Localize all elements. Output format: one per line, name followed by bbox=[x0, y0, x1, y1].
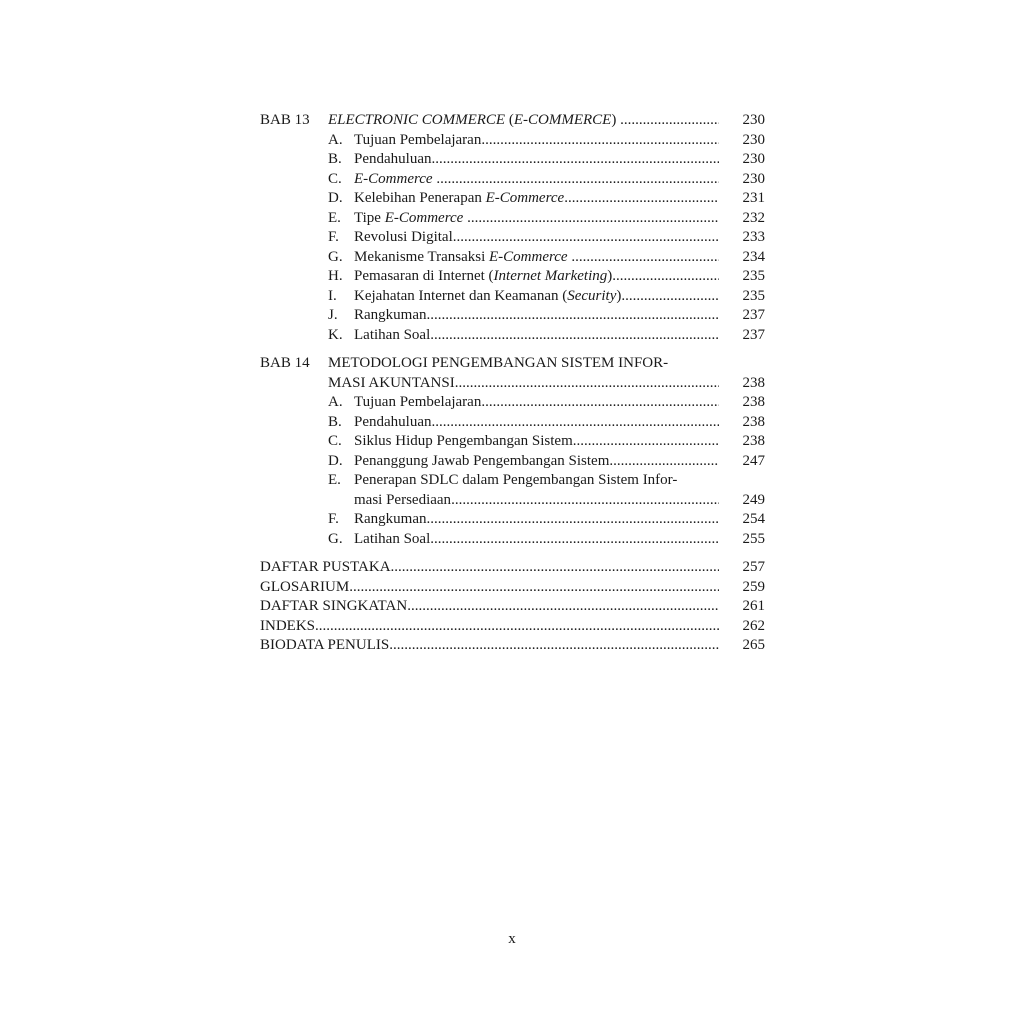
section-row bbox=[260, 432, 765, 452]
section-letter: D. bbox=[328, 452, 343, 469]
page-folio: x bbox=[508, 931, 516, 947]
page-number: 262 bbox=[742, 617, 765, 634]
chapter-title-post: ) bbox=[611, 112, 617, 128]
section-title-line-2 bbox=[354, 491, 719, 511]
section-text: Penanggung Jawab Pengembangan Sistem bbox=[354, 452, 610, 469]
section-title bbox=[354, 393, 719, 413]
page-number: 254 bbox=[742, 511, 765, 527]
dot-leader bbox=[427, 306, 720, 326]
dot-leader bbox=[564, 189, 719, 209]
section-letter: I. bbox=[328, 287, 337, 304]
section-letter: H. bbox=[328, 268, 343, 284]
page-number: 238 bbox=[742, 413, 765, 430]
section-text-italic: E-Commerce bbox=[489, 248, 568, 265]
chapter-title-mid: ( bbox=[505, 112, 514, 128]
dot-leader bbox=[389, 636, 719, 656]
section-title bbox=[354, 413, 719, 433]
section-letter: C. bbox=[328, 433, 342, 449]
section-title bbox=[354, 228, 719, 248]
section-row bbox=[260, 170, 765, 190]
page-number: 238 bbox=[742, 394, 765, 410]
spacer bbox=[260, 345, 765, 354]
chapter-14-row bbox=[260, 354, 765, 374]
back-matter-title bbox=[260, 578, 719, 598]
chapter-label: BAB 13 bbox=[260, 112, 310, 128]
section-row bbox=[260, 393, 765, 413]
page-number: 237 bbox=[742, 307, 765, 323]
section-letter: K. bbox=[328, 326, 343, 343]
chapter-14-row-continued bbox=[260, 374, 765, 394]
dot-leader bbox=[391, 558, 719, 578]
chapter-title-text: MASI AKUNTANSI bbox=[328, 374, 455, 391]
back-matter-row bbox=[260, 617, 765, 637]
page-number: 249 bbox=[742, 491, 765, 508]
dot-leader bbox=[620, 111, 719, 131]
section-letter: A. bbox=[328, 131, 343, 148]
chapter-title-text: METODOLOGI PENGEMBANGAN SISTEM INFOR- bbox=[328, 355, 669, 371]
back-matter-text: INDEKS bbox=[260, 617, 315, 634]
back-matter-title bbox=[260, 597, 719, 617]
section-row bbox=[260, 189, 765, 209]
page-number: 265 bbox=[742, 637, 765, 653]
section-row bbox=[260, 452, 765, 472]
page-number: 233 bbox=[742, 229, 765, 245]
section-row bbox=[260, 471, 765, 491]
dot-leader bbox=[436, 170, 719, 190]
dot-leader bbox=[455, 374, 719, 394]
section-text-italic: Security bbox=[567, 287, 617, 304]
dot-leader bbox=[431, 150, 719, 170]
section-letter: E. bbox=[328, 472, 341, 488]
page-number: 230 bbox=[742, 151, 765, 167]
dot-leader bbox=[349, 578, 719, 598]
back-matter-text: BIODATA PENULIS bbox=[260, 637, 390, 653]
section-text: Siklus Hidup Pengembangan Sistem bbox=[354, 433, 573, 449]
section-row bbox=[260, 510, 765, 530]
page-number: 259 bbox=[742, 578, 765, 595]
section-text-italic: E-Commerce bbox=[354, 170, 433, 187]
page-number: 238 bbox=[742, 433, 765, 449]
back-matter-row bbox=[260, 636, 765, 656]
section-text: Latihan Soal bbox=[354, 530, 431, 547]
section-title bbox=[354, 209, 719, 229]
section-text: Kelebihan Penerapan bbox=[354, 190, 486, 206]
section-letter: A. bbox=[328, 394, 343, 410]
section-title bbox=[354, 189, 719, 209]
section-title bbox=[354, 267, 719, 287]
section-letter: G. bbox=[328, 248, 343, 265]
page-number: 230 bbox=[742, 112, 765, 128]
dot-leader bbox=[612, 267, 719, 287]
section-row bbox=[260, 306, 765, 326]
section-title bbox=[354, 287, 719, 307]
dot-leader bbox=[609, 452, 719, 472]
section-letter: G. bbox=[328, 530, 343, 547]
section-title bbox=[354, 150, 719, 170]
chapter-label: BAB 14 bbox=[260, 355, 310, 371]
dot-leader bbox=[431, 413, 719, 433]
page-number: 230 bbox=[742, 131, 765, 148]
chapter-title-line-2 bbox=[328, 374, 719, 394]
page-number: 235 bbox=[742, 287, 765, 304]
section-row bbox=[260, 150, 765, 170]
section-row bbox=[260, 413, 765, 433]
page-number: 231 bbox=[742, 190, 765, 206]
back-matter-text: DAFTAR PUSTAKA bbox=[260, 559, 391, 575]
section-title bbox=[354, 432, 719, 452]
section-row bbox=[260, 267, 765, 287]
section-row bbox=[260, 131, 765, 151]
section-title-line-1 bbox=[354, 471, 719, 491]
chapter-title-italic: ELECTRONIC COMMERCE bbox=[328, 112, 506, 128]
section-text: masi Persediaan bbox=[354, 491, 452, 508]
chapter-title-italic-2: E-COMMERCE bbox=[513, 112, 612, 128]
dot-leader bbox=[453, 228, 719, 248]
section-title bbox=[354, 131, 719, 151]
back-matter-title bbox=[260, 636, 719, 656]
section-title bbox=[354, 170, 719, 190]
page-number: 232 bbox=[742, 209, 765, 226]
section-text-post: ) bbox=[607, 268, 613, 284]
table-of-contents bbox=[260, 111, 765, 656]
section-text-italic: E-Commerce bbox=[485, 190, 565, 206]
page-number: 235 bbox=[742, 268, 765, 284]
section-letter: B. bbox=[328, 413, 342, 430]
section-row bbox=[260, 326, 765, 346]
section-row bbox=[260, 209, 765, 229]
section-letter: F. bbox=[328, 511, 339, 527]
section-text-post: ) bbox=[616, 287, 622, 304]
section-text: Mekanisme Transaksi bbox=[354, 248, 489, 265]
dot-leader bbox=[481, 393, 719, 413]
section-text-italic: E-Commerce bbox=[384, 209, 464, 226]
section-text: Latihan Soal bbox=[354, 326, 431, 343]
section-title bbox=[354, 452, 719, 472]
section-title bbox=[354, 306, 719, 326]
section-letter: D. bbox=[328, 190, 343, 206]
section-letter: J. bbox=[328, 307, 338, 323]
section-text: Kejahatan Internet dan Keamanan ( bbox=[354, 287, 568, 304]
section-letter: E. bbox=[328, 209, 341, 226]
page-number: 237 bbox=[742, 326, 765, 343]
chapter-13-row bbox=[260, 111, 765, 131]
page-number: 257 bbox=[742, 559, 765, 575]
spacer bbox=[260, 549, 765, 558]
section-text: Revolusi Digital bbox=[354, 229, 453, 245]
section-text: Pendahuluan bbox=[354, 413, 432, 430]
dot-leader bbox=[467, 209, 719, 229]
back-matter-title bbox=[260, 558, 719, 578]
section-row bbox=[260, 248, 765, 268]
page-number: 247 bbox=[742, 452, 765, 469]
section-text: Tujuan Pembelajaran bbox=[354, 131, 482, 148]
dot-leader bbox=[427, 510, 720, 530]
section-letter: F. bbox=[328, 229, 339, 245]
section-title bbox=[354, 530, 719, 550]
section-letter: C. bbox=[328, 170, 342, 187]
dot-leader bbox=[430, 530, 719, 550]
dot-leader bbox=[451, 491, 719, 511]
section-row bbox=[260, 228, 765, 248]
section-row bbox=[260, 530, 765, 550]
back-matter-title bbox=[260, 617, 719, 637]
dot-leader bbox=[621, 287, 719, 307]
section-title bbox=[354, 248, 719, 268]
page-number: 234 bbox=[742, 248, 765, 265]
dot-leader bbox=[481, 131, 719, 151]
dot-leader bbox=[571, 248, 719, 268]
chapter-title bbox=[328, 111, 719, 131]
section-text-italic: Internet Marketing bbox=[493, 268, 608, 284]
section-text: Rangkuman bbox=[354, 511, 427, 527]
section-text: Rangkuman bbox=[354, 307, 427, 323]
section-title bbox=[354, 326, 719, 346]
section-text: Tipe bbox=[354, 209, 385, 226]
dot-leader bbox=[315, 617, 719, 637]
section-text: Pemasaran di Internet ( bbox=[354, 268, 494, 284]
section-row bbox=[260, 287, 765, 307]
section-text: Penerapan SDLC dalam Pengembangan Sistem Infor- bbox=[354, 472, 678, 488]
back-matter-text: DAFTAR SINGKATAN bbox=[260, 598, 408, 614]
section-title bbox=[354, 510, 719, 530]
back-matter-row bbox=[260, 558, 765, 578]
back-matter-row bbox=[260, 597, 765, 617]
dot-leader bbox=[573, 432, 719, 452]
section-text: Pendahuluan bbox=[354, 151, 432, 167]
dot-leader bbox=[407, 597, 719, 617]
section-row-continued bbox=[260, 491, 765, 511]
section-letter: B. bbox=[328, 151, 342, 167]
page-number: 255 bbox=[742, 530, 765, 547]
page-number: 261 bbox=[742, 598, 765, 614]
page-number: 238 bbox=[742, 374, 765, 391]
page-number: 230 bbox=[742, 170, 765, 187]
back-matter-row bbox=[260, 578, 765, 598]
section-text: Tujuan Pembelajaran bbox=[354, 394, 482, 410]
dot-leader bbox=[430, 326, 719, 346]
chapter-title-line-1 bbox=[328, 354, 719, 374]
back-matter-text: GLOSARIUM bbox=[260, 578, 350, 595]
